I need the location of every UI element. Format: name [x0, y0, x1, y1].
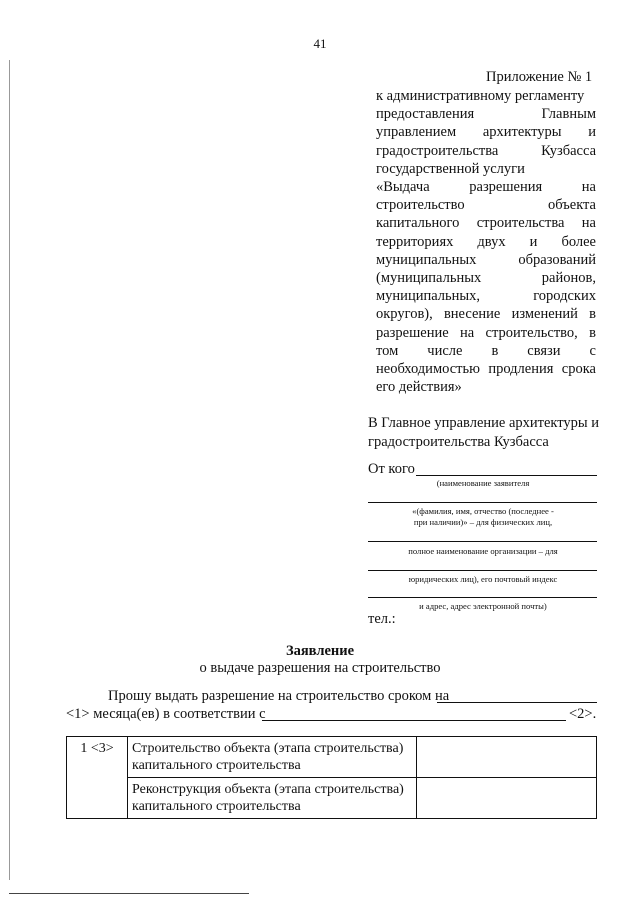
sender-caption: юридических лиц), его почтовый индекс	[408, 574, 558, 584]
addressee-line: В Главное управление архитектуры и	[368, 415, 600, 431]
legal-basis-field[interactable]	[262, 720, 566, 721]
option-label-cell	[128, 778, 417, 819]
bottom-rule	[9, 893, 249, 894]
regulation-line: муниципальных образований	[376, 251, 596, 268]
regulation-line: (муниципальных районов,	[376, 270, 596, 287]
permit-term-field[interactable]	[437, 702, 597, 703]
addressee-block	[368, 414, 599, 451]
page-number: 41	[313, 36, 327, 51]
regulation-line: градостроительства Кузбасса	[376, 142, 596, 159]
table-row	[67, 737, 597, 778]
sender-caption: полное наименование организации – для	[408, 546, 558, 556]
sender-caption: и адрес, адрес электронной почты)	[419, 601, 547, 611]
request-line-2-end: <2>.	[569, 706, 597, 722]
regulation-line: муниципальных, городских	[376, 288, 596, 305]
sender-label: От кого	[368, 461, 415, 477]
regulation-line: к административному регламенту	[376, 88, 585, 104]
regulation-line: предоставления Главным	[376, 106, 596, 123]
regulation-reference	[376, 87, 596, 396]
regulation-line: строительство объекта	[376, 197, 596, 214]
regulation-line: управлением архитектуры и	[376, 124, 596, 141]
regulation-line: капитального строительства на	[376, 215, 596, 232]
row-number-cell: 1 <3>	[67, 737, 128, 819]
option-label: Строительство объекта (этапа строительства)	[132, 741, 404, 756]
application-title: Заявление	[285, 643, 355, 659]
construction-value-cell[interactable]	[417, 737, 597, 778]
permit-type-table	[66, 736, 597, 819]
regulation-line: округов), внесение изменений в	[376, 306, 596, 323]
application-subtitle: о выдаче разрешения на строительство	[199, 660, 441, 676]
appendix-title: Приложение № 1	[486, 69, 593, 85]
sender-caption: (наименование заявителя	[436, 478, 530, 488]
option-label: Реконструкция объекта (этапа строительства)	[132, 782, 404, 797]
option-label: капитального строительства	[132, 799, 301, 814]
regulation-line: государственной услуги	[376, 160, 525, 177]
option-label-cell	[128, 737, 417, 778]
regulation-line: «Выдача разрешения на	[376, 179, 596, 196]
sender-postcode-field[interactable]	[368, 570, 597, 571]
regulation-line: необходимостью продления срока	[376, 361, 596, 378]
reconstruction-value-cell[interactable]	[417, 778, 597, 819]
addressee-line: градостроительства Кузбасса	[368, 433, 549, 450]
sender-name-field[interactable]	[416, 475, 597, 476]
sender-organization-field[interactable]	[368, 541, 597, 542]
regulation-line: его действия»	[376, 379, 462, 396]
table-row	[67, 778, 597, 819]
option-label: капитального строительства	[132, 758, 301, 773]
sender-address-field[interactable]	[368, 597, 597, 598]
request-line-1: Прошу выдать разрешение на строительство сроком на	[108, 688, 450, 704]
sender-caption: «(фамилия, имя, отчество (последнее -	[412, 506, 554, 516]
sender-fullname-field[interactable]	[368, 502, 597, 503]
phone-label: тел.:	[368, 611, 396, 627]
regulation-line: территориях двух и более	[376, 233, 596, 250]
scan-margin-line	[9, 60, 10, 880]
sender-caption: при наличии)» – для физических лиц,	[413, 517, 553, 527]
regulation-line: разрешение на строительство, в	[376, 324, 596, 341]
regulation-line: том числе в связи с	[376, 342, 596, 359]
request-line-2: <1> месяца(ев) в соответствии с	[66, 706, 266, 722]
